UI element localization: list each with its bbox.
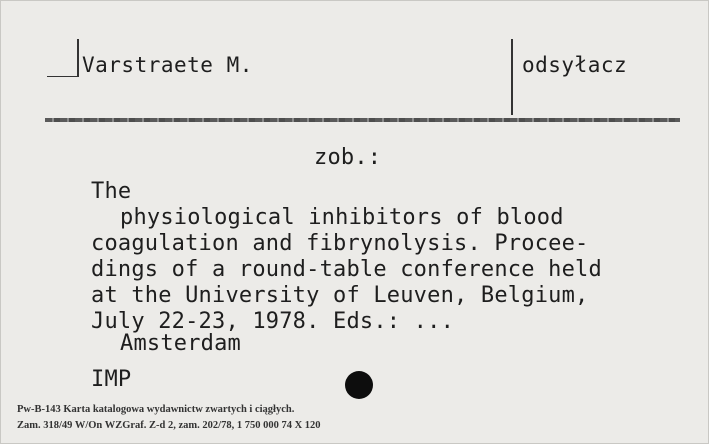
title-line: at the University of Leuven, Belgium, xyxy=(91,283,589,308)
see-reference: zob.: xyxy=(314,145,382,170)
title-line: coagulation and fibrynolysis. Procee- xyxy=(91,231,589,256)
publication-place: Amsterdam xyxy=(120,331,242,356)
title-line: physiological inhibitors of blood xyxy=(120,205,564,230)
shelf-code: IMP xyxy=(91,367,132,392)
punch-hole xyxy=(345,371,373,399)
footer-line-1: Pw-B-143 Karta katalogowa wydawnictw zwartych i ciągłych. xyxy=(17,404,295,415)
title-line: The xyxy=(91,179,132,204)
header-tick-left xyxy=(77,39,79,77)
author-name: Varstraete M. xyxy=(82,53,253,77)
header-rule xyxy=(45,118,680,122)
header-underline-left xyxy=(47,76,77,77)
header-divider xyxy=(511,39,513,115)
footer-line-2: Zam. 318/49 W/On WZGraf. Z-d 2, zam. 202/78, 1 750 000 74 X 120 xyxy=(17,420,321,431)
title-line: dings of a round-table conference held xyxy=(91,257,602,282)
card-type: odsyłacz xyxy=(522,53,628,77)
title-line: July 22-23, 1978. Eds.: ... xyxy=(91,309,455,334)
